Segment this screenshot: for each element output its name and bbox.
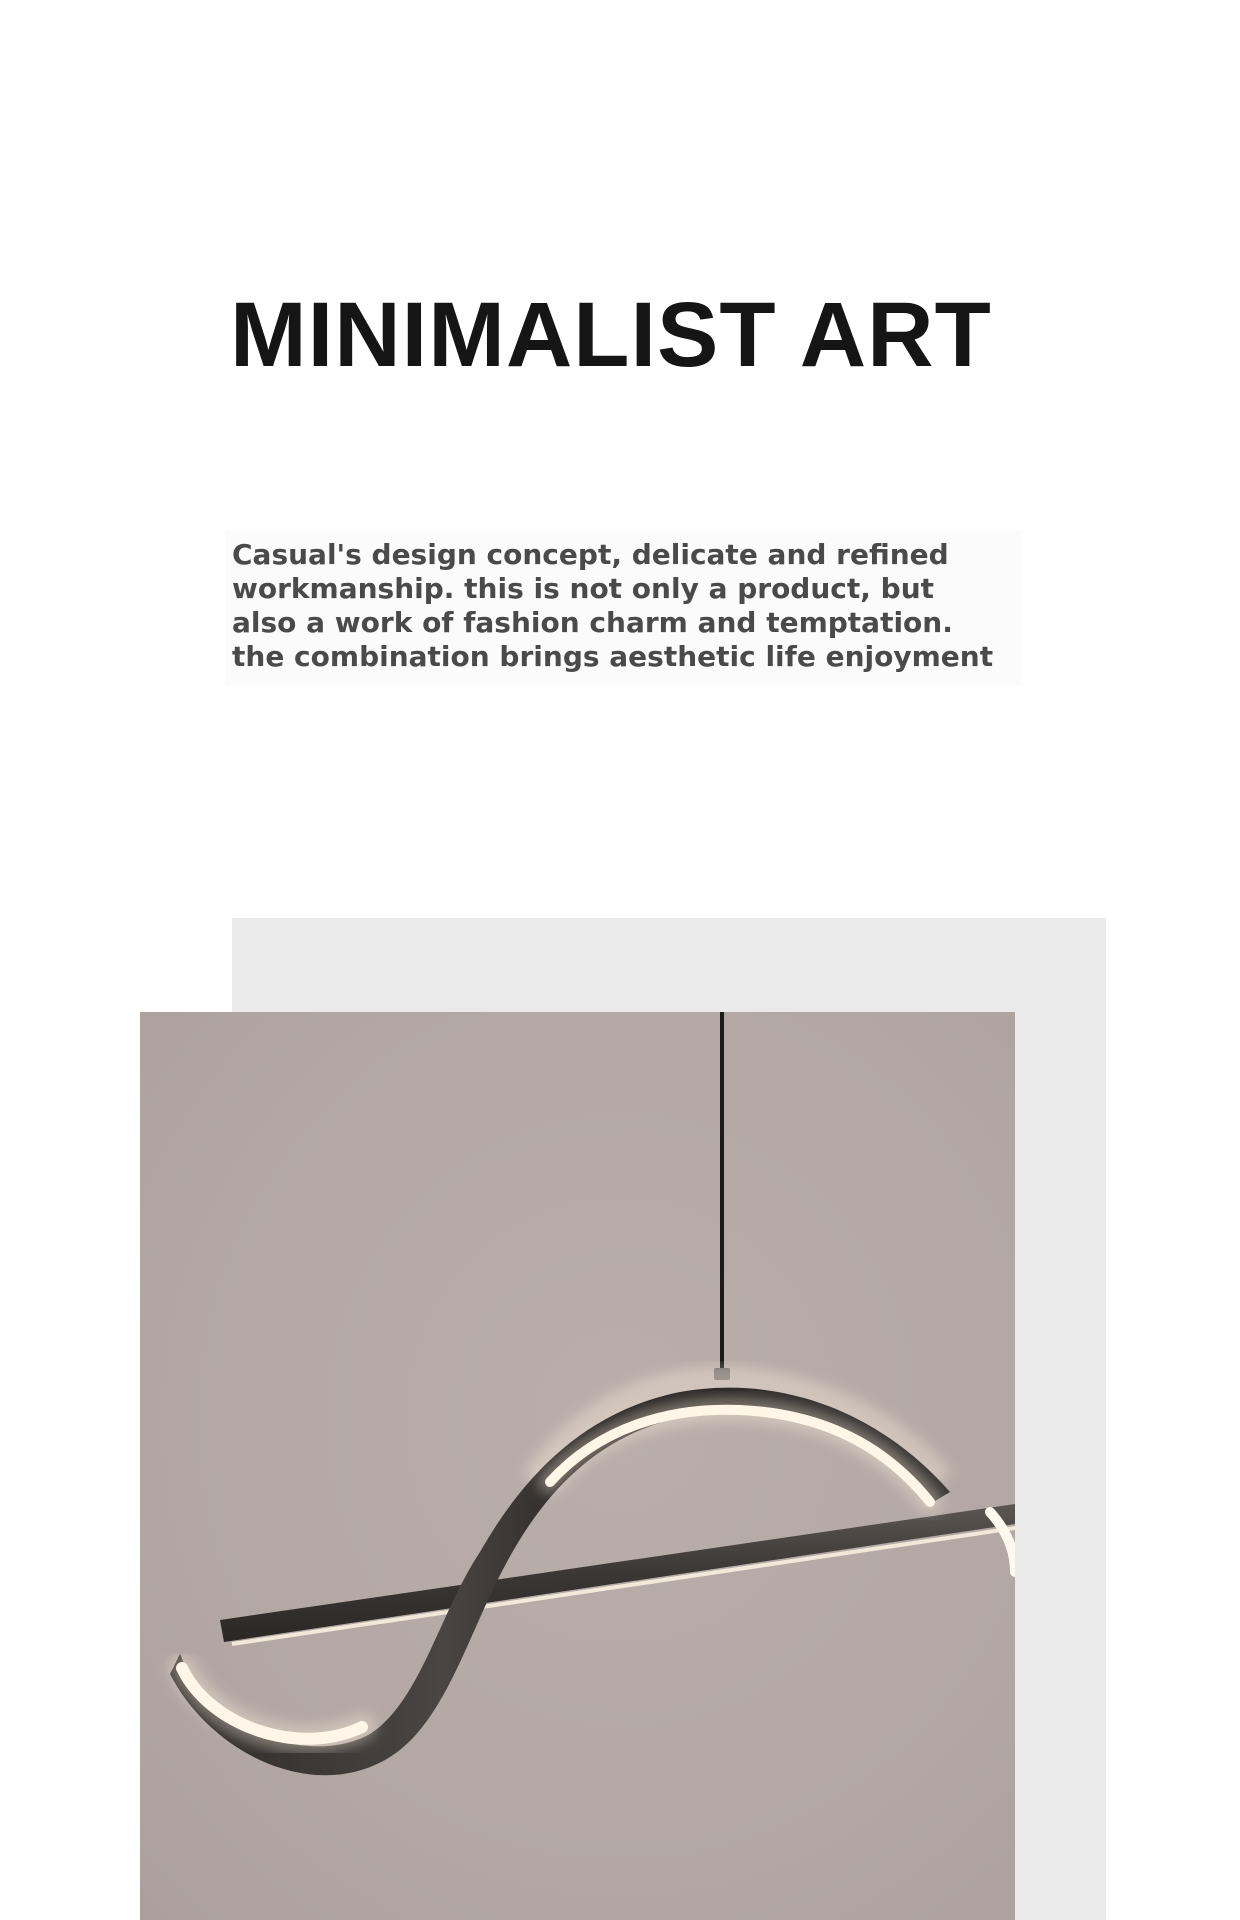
description-block: [225, 530, 1022, 686]
page-title: MINIMALIST ART: [230, 284, 992, 386]
description-line: workmanship. this is not only a product, but: [232, 572, 935, 605]
pendant-lamp-illustration: [140, 1012, 1015, 1920]
description-line: Casual's design concept, delicate and refined: [232, 538, 949, 571]
description-line: also a work of fashion charm and temptation.: [232, 606, 953, 639]
description-line: the combination brings aesthetic life enjoyment: [232, 640, 994, 673]
product-photo: [140, 1012, 1015, 1920]
